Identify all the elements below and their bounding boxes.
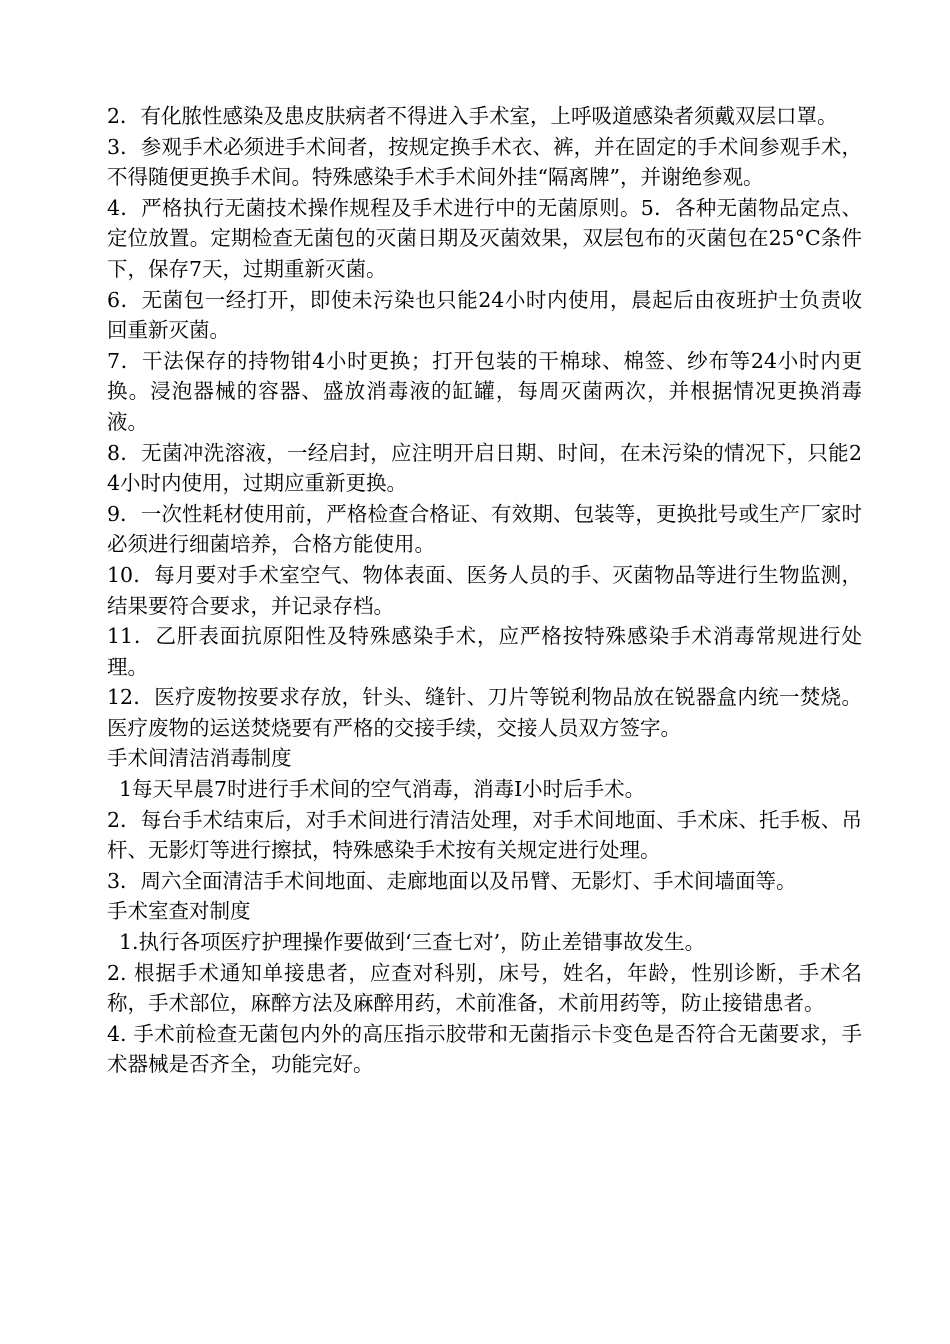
rule-paragraph: 7．干法保存的持物钳4小时更换；打开包装的干棉球、棉签、纱布等24小时内更换。浸泡器械的容器、盛放消毒液的缸罐，每周灭菌两次，并根据情况更换消毒液。 bbox=[107, 348, 862, 434]
rule-paragraph: 8．无菌冲洗溶液，一经启封，应注明开启日期、时间，在未污染的情况下，只能24小时内使用，过期应重新更换。 bbox=[107, 440, 862, 496]
rule-paragraph: 12．医疗废物按要求存放，针头、缝针、刀片等锐利物品放在锐器盒内统一焚烧。医疗废物的运送焚烧要有严格的交接手续，交接人员双方签字。 bbox=[107, 685, 862, 740]
section-heading-cleaning: 手术间清洁消毒制度 bbox=[107, 746, 292, 771]
rule-paragraph: 11．乙肝表面抗原阳性及特殊感染手术，应严格按特殊感染手术消毒常规进行处理。 bbox=[107, 624, 862, 679]
rule-paragraph: 2．有化脓性感染及患皮肤病者不得进入手术室，上呼吸道感染者须戴双层口罩。 bbox=[107, 104, 838, 128]
cleaning-item: 3．周六全面清洁手术间地面、走廊地面以及吊臂、无影灯、手术间墙面等。 bbox=[107, 868, 797, 893]
check-item: 2. 根据手术通知单接患者，应查对科别，床号，姓名，年龄，性别诊断，手术名称，手术部位，麻醉方法及麻醉用药，术前准备，术前用药等，防止接错患者。 bbox=[107, 960, 862, 1016]
cleaning-item: 2．每台手术结束后，对手术间进行清洁处理，对手术间地面、手术床、托手板、吊杆、无影灯等进行擦拭，特殊感染手术按有关规定进行处理。 bbox=[107, 807, 862, 863]
rule-paragraph: 3．参观手术必须进手术间者，按规定换手术衣、裤，并在固定的手术间参观手术，不得随便更换手术间。特殊感染手术手术间外挂“隔离牌”，并谢绝参观。 bbox=[107, 134, 862, 190]
section-heading-check: 手术室查对制度 bbox=[107, 899, 251, 924]
rule-paragraph: 10．每月要对手术室空气、物体表面、医务人员的手、灭菌物品等进行生物监测，结果要符合要求，并记录存档。 bbox=[107, 562, 862, 618]
cleaning-item: 1每天早晨7时进行手术间的空气消毒，消毒I小时后手术。 bbox=[119, 777, 646, 802]
check-item: 4. 手术前检查无菌包内外的高压指示胶带和无菌指示卡变色是否符合无菌要求，手术器械是否齐全，功能完好。 bbox=[107, 1021, 862, 1077]
check-item: 1.执行各项医疗护理操作要做到‘三查七对’，防止差错事故发生。 bbox=[119, 930, 706, 955]
rule-paragraph: 4．严格执行无菌技术操作规程及手术进行中的无菌原则。5．各种无菌物品定点、定位放置。定期检查无菌包的灭菌日期及灭菌效果，双层包布的灭菌包在25°C条件下，保存7天，过期重新灭菌。 bbox=[107, 195, 862, 281]
document-body bbox=[107, 101, 862, 1080]
rule-paragraph: 6．无菌包一经打开，即使未污染也只能24小时内使用，晨起后由夜班护士负责收回重新灭菌。 bbox=[107, 287, 862, 343]
rule-paragraph: 9．一次性耗材使用前，严格检查合格证、有效期、包装等，更换批号或生产厂家时必须进行细菌培养，合格方能使用。 bbox=[107, 501, 862, 557]
